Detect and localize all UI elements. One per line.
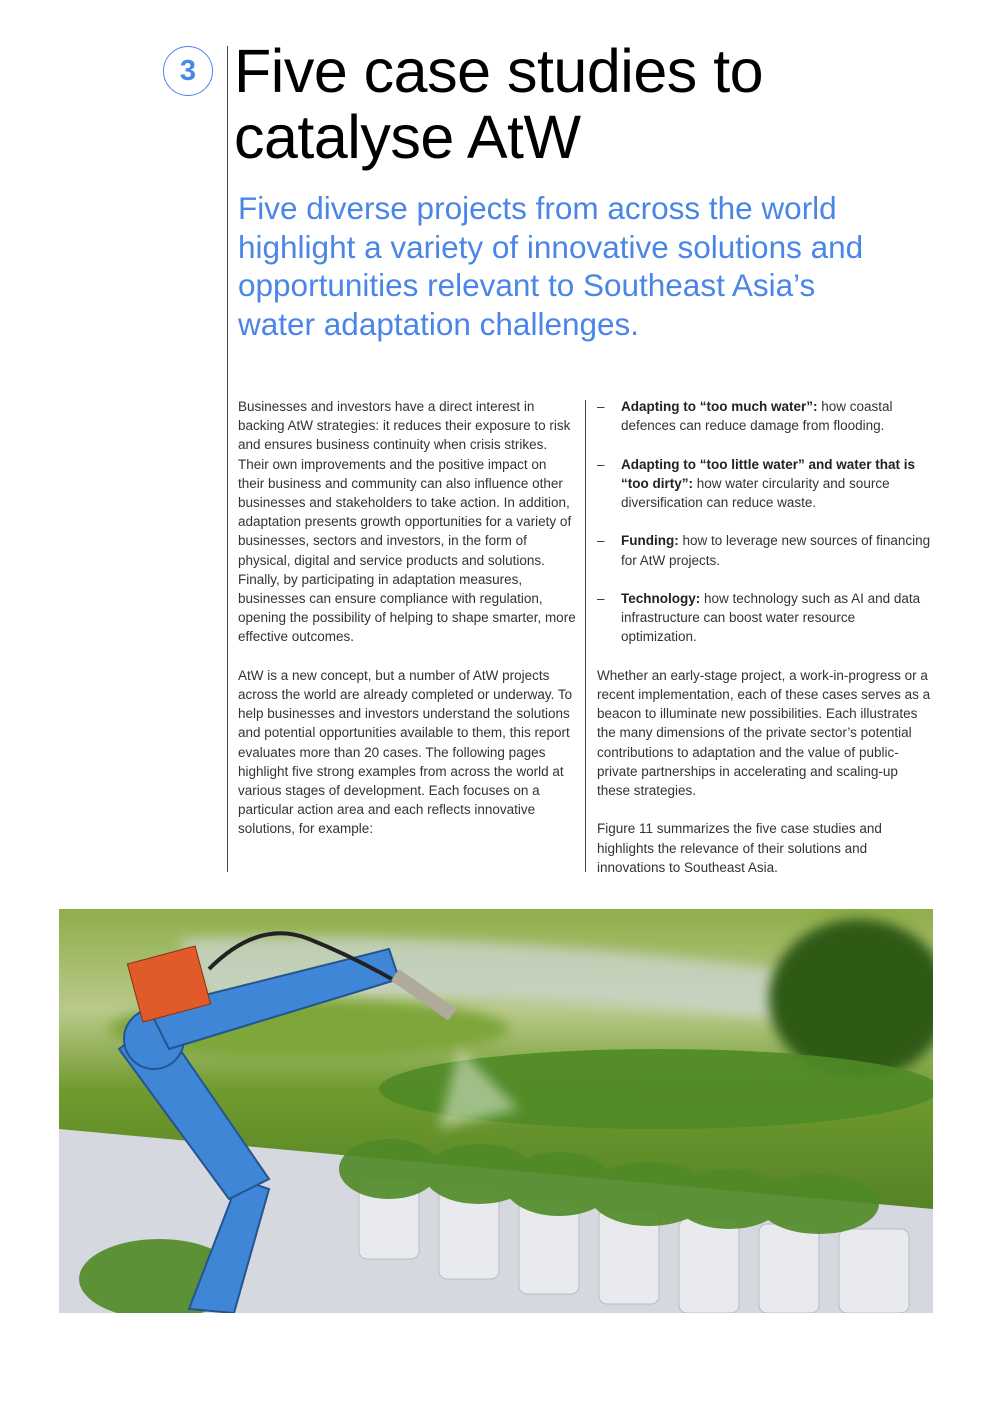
robot-arm-farm-photo bbox=[59, 909, 933, 1313]
paragraph: Figure 11 summarizes the five case studies and highlights the relevance of their solutions and innovations to Southeast Asia. bbox=[597, 821, 882, 875]
bullet-list bbox=[597, 397, 933, 647]
dash-bullet: – bbox=[597, 456, 605, 472]
bullet-text: how water circularity and source diversification can reduce waste. bbox=[621, 475, 890, 510]
left-column bbox=[238, 397, 576, 858]
bullet-item bbox=[597, 589, 933, 647]
page-subtitle: Five diverse projects from across the world highlight a variety of innovative solutions and opportunities relevant to Southeast Asia’s water adaptation challenges. bbox=[238, 190, 864, 342]
photo-illustration bbox=[59, 909, 933, 1313]
paragraph: Businesses and investors have a direct interest in backing AtW strategies: it reduces their exposure to risk and ensures business continuity when crisis strikes. Their own improvements and the positive impact on their business and community can also influence other businesses and stakeholders to take action. In addition, adaptation presents growth opportunities for a variety of businesses, sectors and investors, in the form of physical, digital and service products and solutions. Finally, by participating in adaptation measures, businesses can ensure compliance with regulation, opening the possibility of helping to shape smarter, more effective outcomes. bbox=[238, 399, 576, 645]
paragraph: Whether an early-stage project, a work-in-progress or a recent implementation, each of these cases serves as a beacon to illuminate new possibilities. Each illustrates the many dimensions of the private sector’s potential contributions to adaptation and the value of public-private partnerships in accelerating and scaling-up these strategies. bbox=[597, 667, 931, 798]
dash-bullet: – bbox=[597, 590, 605, 606]
bullet-heading: Adapting to “too little water” and water that is “too dirty”: bbox=[621, 456, 916, 491]
vertical-rule bbox=[227, 46, 228, 872]
right-column bbox=[597, 397, 933, 896]
page-title: Five case studies to catalyse AtW bbox=[234, 37, 764, 171]
dash-bullet: – bbox=[597, 533, 605, 549]
bullet-item bbox=[597, 455, 933, 513]
paragraph: AtW is a new concept, but a number of AtW projects across the world are already completed or underway. To help businesses and investors understand the solutions and potential opportunities available to them, this report evaluates more than 20 cases. The following pages highlight five strong examples from across the world at various stages of development. Each focuses on a particular action area and each reflects innovative solutions, for example: bbox=[238, 667, 573, 837]
bullet-text: how technology such as AI and data infrastructure can boost water resource optimization. bbox=[621, 590, 921, 645]
bullet-item bbox=[597, 531, 933, 569]
bullet-item bbox=[597, 397, 933, 435]
bullet-heading: Adapting to “too much water”: bbox=[621, 399, 818, 414]
bullet-text: how to leverage new sources of financing for AtW projects. bbox=[621, 533, 931, 568]
bullet-text: how coastal defences can reduce damage from flooding. bbox=[621, 399, 893, 434]
column-divider bbox=[585, 400, 586, 872]
bullet-heading: Technology: bbox=[621, 590, 701, 606]
dash-bullet: – bbox=[597, 399, 605, 414]
bullet-heading: Funding: bbox=[621, 533, 679, 549]
section-number-badge: 3 bbox=[163, 46, 213, 96]
